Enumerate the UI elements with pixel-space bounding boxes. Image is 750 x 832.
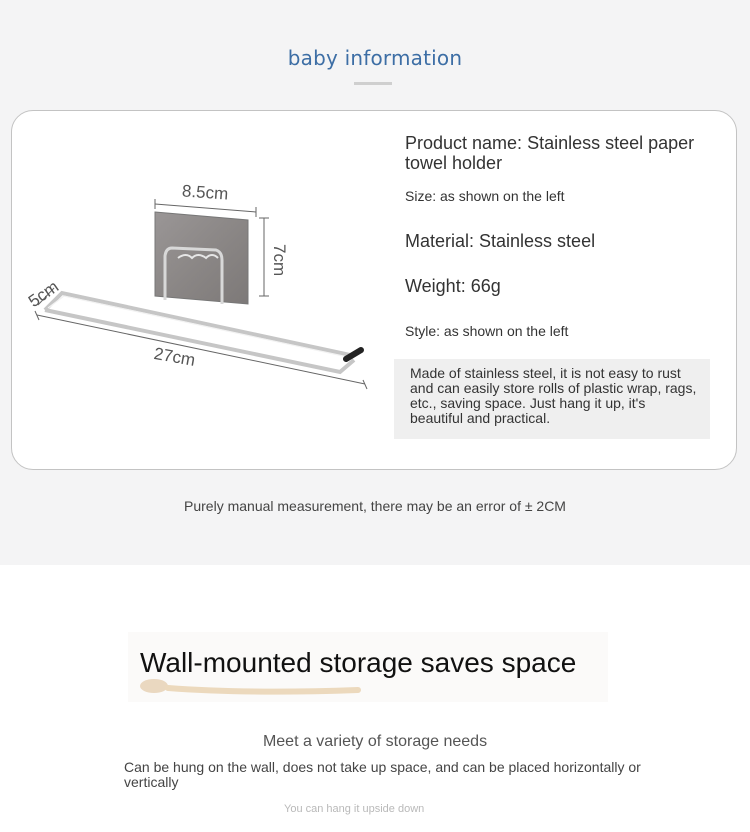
depth-dimension-label: 5cm bbox=[24, 277, 63, 312]
product-material: Material: Stainless steel bbox=[405, 231, 596, 251]
feature-note: You can hang it upside down bbox=[284, 803, 425, 815]
rod-end-cap bbox=[346, 350, 361, 359]
length-dimension-label: 27cm bbox=[152, 343, 197, 370]
product-style: Style: as shown on the left bbox=[405, 323, 569, 339]
section-title: baby information bbox=[287, 46, 463, 70]
product-description: Made of stainless steel, it is not easy to rust and can easily store rolls of plastic wrap, rags, etc., saving space. Just hang it up, it's beautiful and practical. bbox=[394, 359, 710, 439]
feature-heading: Wall-mounted storage saves space bbox=[140, 647, 577, 678]
wall-plate bbox=[155, 212, 248, 304]
product-name: Product name: Stainless steel paper towel holder bbox=[405, 133, 695, 173]
width-dimension-label: 8.5cm bbox=[181, 181, 229, 204]
product-weight: Weight: 66g bbox=[405, 276, 501, 296]
feature-description: Can be hung on the wall, does not take up space, and can be placed horizontally or vertically bbox=[124, 759, 641, 790]
height-dimension-label: 7cm bbox=[270, 244, 289, 277]
product-size: Size: as shown on the left bbox=[405, 188, 565, 204]
feature-subheading: Meet a variety of storage needs bbox=[262, 733, 488, 750]
measurement-note: Purely manual measurement, there may be an error of ± 2CM bbox=[184, 498, 566, 514]
product-illustration bbox=[20, 60, 380, 400]
